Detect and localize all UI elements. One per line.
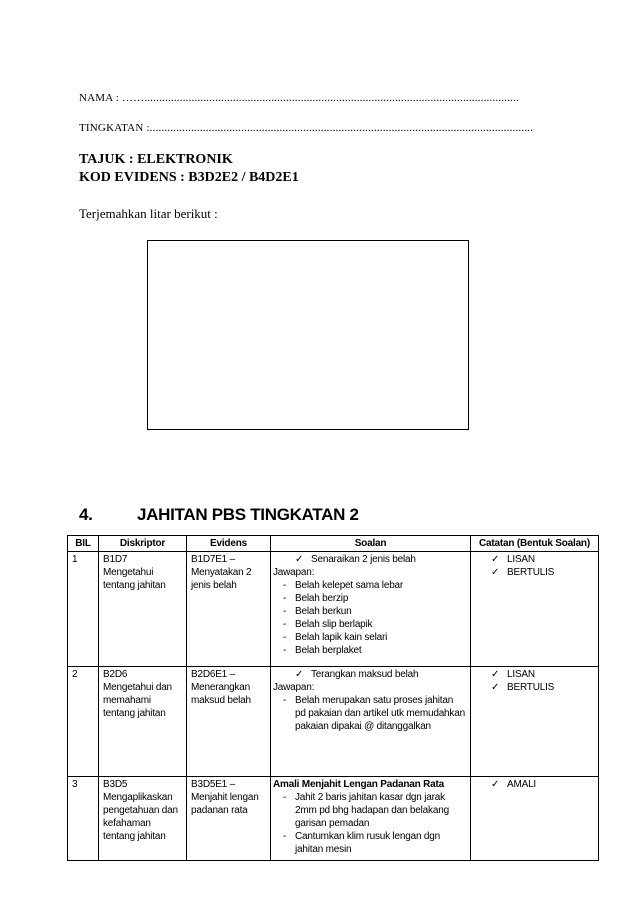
diskriptor-line: memahami xyxy=(103,695,151,706)
cell-bil: 2 xyxy=(68,667,99,777)
cell-diskriptor xyxy=(99,777,187,861)
diskriptor-line: Mengetahui dan xyxy=(103,682,172,693)
cell-soalan: ✓ Senaraikan 2 jenis belah Jawapan: - Belah kelepet sama lebar - Belah berzip - Belah berkun - Belah slip berlapik - Belah lapik kain selari - Belah berplaket xyxy=(271,552,471,667)
col-soalan: Soalan xyxy=(271,536,471,552)
diskriptor-line: Mengetahui xyxy=(103,567,154,578)
diskriptor-line: B2D6 xyxy=(103,669,128,680)
answer-item: Jahit 2 baris jahitan kasar dgn jarak 2mm pd bhg hadapan dan belakang garisan pemadan xyxy=(295,792,449,829)
diskriptor-line: tentang jahitan xyxy=(103,708,166,719)
evidens-line: Menjahit lengan xyxy=(191,792,259,803)
evidens-line: B2D6E1 – xyxy=(191,669,235,680)
title-block xyxy=(79,151,299,187)
cell-evidens xyxy=(187,667,271,777)
diskriptor-line: tentang jahitan xyxy=(103,831,166,842)
cell-soalan: Amali Menjahit Lengan Padanan Rata - Jahit 2 baris jahitan kasar dgn jarak 2mm pd bhg hadapan dan belakang garisan pemadan - Cantumkan klim rusuk lengan dgn jahitan mesin xyxy=(271,777,471,861)
diskriptor-line: Mengaplikaskan xyxy=(103,792,173,803)
cell-soalan: ✓ Terangkan maksud belah Jawapan: - Belah merupakan satu proses jahitan pd pakaian dan artikel utk memudahkan pakaian dipakai @ ditanggalkan xyxy=(271,667,471,777)
catatan-item: ✓ BERTULIS xyxy=(491,566,594,579)
answer-item: Cantumkan klim rusuk lengan dgn jahitan mesin xyxy=(295,831,440,855)
cell-catatan xyxy=(471,777,599,861)
tingkatan-field[interactable]: TINGKATAN :.................................................................................................................................. xyxy=(79,122,534,134)
table-row xyxy=(68,667,599,777)
circuit-image-box xyxy=(147,240,469,430)
answer-item: Belah slip berlapik xyxy=(295,619,373,630)
evidens-line: padanan rata xyxy=(191,805,248,816)
cell-diskriptor xyxy=(99,667,187,777)
evidens-line: B1D7E1 – xyxy=(191,554,235,565)
answer-item: Belah berkun xyxy=(295,606,352,617)
section-heading xyxy=(79,505,359,525)
diskriptor-line: pengetahuan dan xyxy=(103,805,178,816)
answer-item: Belah lapik kain selari xyxy=(295,632,388,643)
cell-bil: 1 xyxy=(68,552,99,667)
jawapan-label: Jawapan: xyxy=(273,567,315,578)
evidens-line: Menyatakan 2 xyxy=(191,567,252,578)
soalan-check: ✓ Terangkan maksud belah xyxy=(295,668,466,681)
evidens-line: Menerangkan xyxy=(191,682,250,693)
col-diskriptor: Diskriptor xyxy=(99,536,187,552)
diskriptor-line: tentang jahitan xyxy=(103,580,166,591)
evidens-line: maksud belah xyxy=(191,695,251,706)
catatan-item: ✓ LISAN xyxy=(491,668,594,681)
answer-item: Belah kelepet sama lebar xyxy=(295,580,404,591)
jawapan-label: Jawapan: xyxy=(273,682,315,693)
cell-diskriptor xyxy=(99,552,187,667)
soalan-check: ✓ Senaraikan 2 jenis belah xyxy=(295,553,466,566)
section-number: 4. xyxy=(79,505,93,524)
section-title: JAHITAN PBS TINGKATAN 2 xyxy=(137,505,359,524)
cell-catatan xyxy=(471,552,599,667)
nama-field[interactable]: NAMA : ……............................................................................................................................... xyxy=(79,92,520,104)
col-catatan: Catatan (Bentuk Soalan) xyxy=(471,536,599,552)
evidens-line: jenis belah xyxy=(191,580,237,591)
table-header-row xyxy=(68,536,599,552)
cell-catatan xyxy=(471,667,599,777)
diskriptor-line: B3D5 xyxy=(103,779,128,790)
cell-bil: 3 xyxy=(68,777,99,861)
answer-item: Belah merupakan satu proses jahitan pd pakaian dan artikel utk memudahkan pakaian dipakai @ ditanggalkan xyxy=(295,695,465,732)
instruction-text: Terjemahkan litar berikut : xyxy=(79,206,218,221)
catatan-item: ✓ BERTULIS xyxy=(491,681,594,694)
table-row xyxy=(68,552,599,667)
catatan-item: ✓ AMALI xyxy=(491,778,594,791)
diskriptor-line: kefahaman xyxy=(103,818,151,829)
pbs-table xyxy=(67,535,599,861)
table-row xyxy=(68,777,599,861)
evidens-line: B3D5E1 – xyxy=(191,779,235,790)
cell-evidens xyxy=(187,777,271,861)
kod-evidens: KOD EVIDENS : B3D2E2 / B4D2E1 xyxy=(79,170,299,185)
catatan-item: ✓ LISAN xyxy=(491,553,594,566)
diskriptor-line: B1D7 xyxy=(103,554,128,565)
cell-evidens xyxy=(187,552,271,667)
answer-item: Belah berzip xyxy=(295,593,349,604)
answer-item: Belah berplaket xyxy=(295,645,362,656)
amali-title: Amali Menjahit Lengan Padanan Rata xyxy=(273,779,445,790)
col-evidens: Evidens xyxy=(187,536,271,552)
col-bil: BIL xyxy=(68,536,99,552)
tajuk-title: TAJUK : ELEKTRONIK xyxy=(79,152,233,167)
